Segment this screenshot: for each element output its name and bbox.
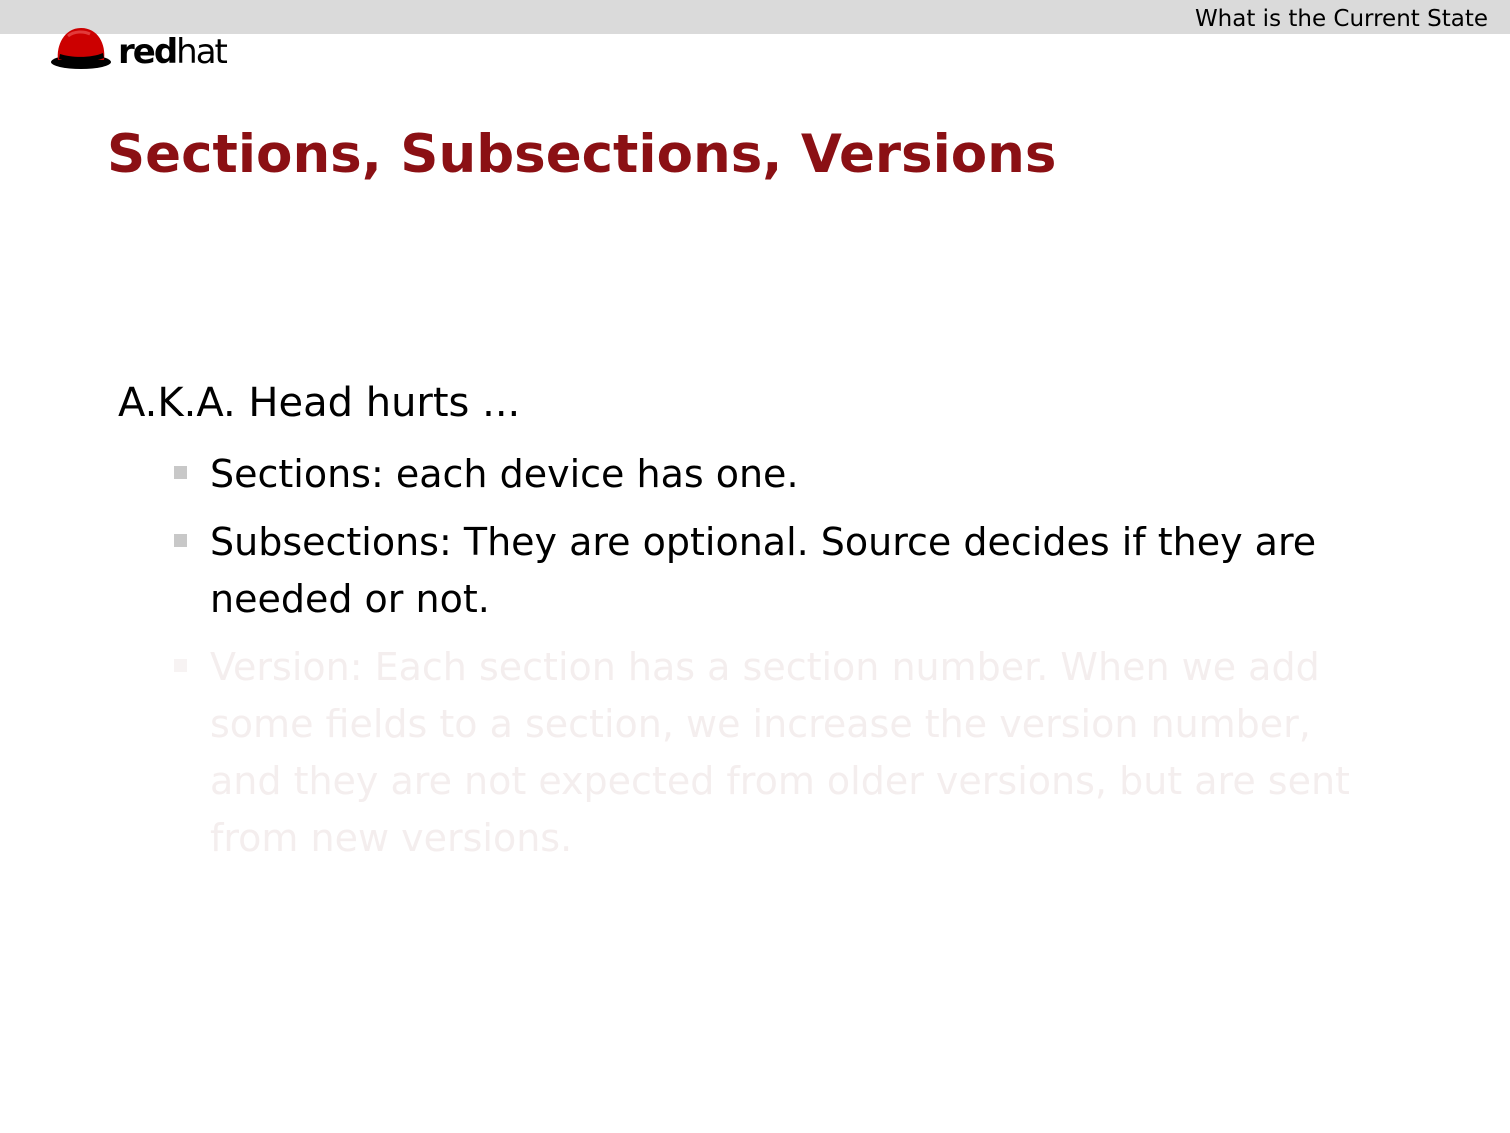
header-bar xyxy=(0,0,1510,34)
bullet-square-icon xyxy=(174,534,187,547)
logo-text-hat: hat xyxy=(176,32,226,72)
red-fedora-icon xyxy=(50,22,112,70)
bullet-item-subsections xyxy=(170,514,1380,628)
bullet-item-sections xyxy=(170,446,1380,503)
slide-title: Sections, Subsections, Versions xyxy=(107,124,1057,185)
section-name: What is the Current State xyxy=(1194,6,1488,32)
redhat-logo xyxy=(50,20,226,70)
logo-text-red: red xyxy=(118,32,177,72)
bullet-square-icon xyxy=(174,659,187,672)
bullet-text: Version: Each section has a section number. When we add some fields to a section, we increase the version number, and they are not expected from older versions, but are sent from new versions. xyxy=(210,645,1350,860)
bullet-text: Sections: each device has one. xyxy=(210,452,799,496)
bullet-text: Subsections: They are optional. Source decides if they are needed or not. xyxy=(210,520,1317,621)
intro-line: A.K.A. Head hurts ... xyxy=(118,380,521,426)
bullet-item-version xyxy=(170,639,1380,867)
bullet-list xyxy=(170,446,1380,878)
logo-wordmark xyxy=(118,32,226,72)
bullet-square-icon xyxy=(174,466,187,479)
